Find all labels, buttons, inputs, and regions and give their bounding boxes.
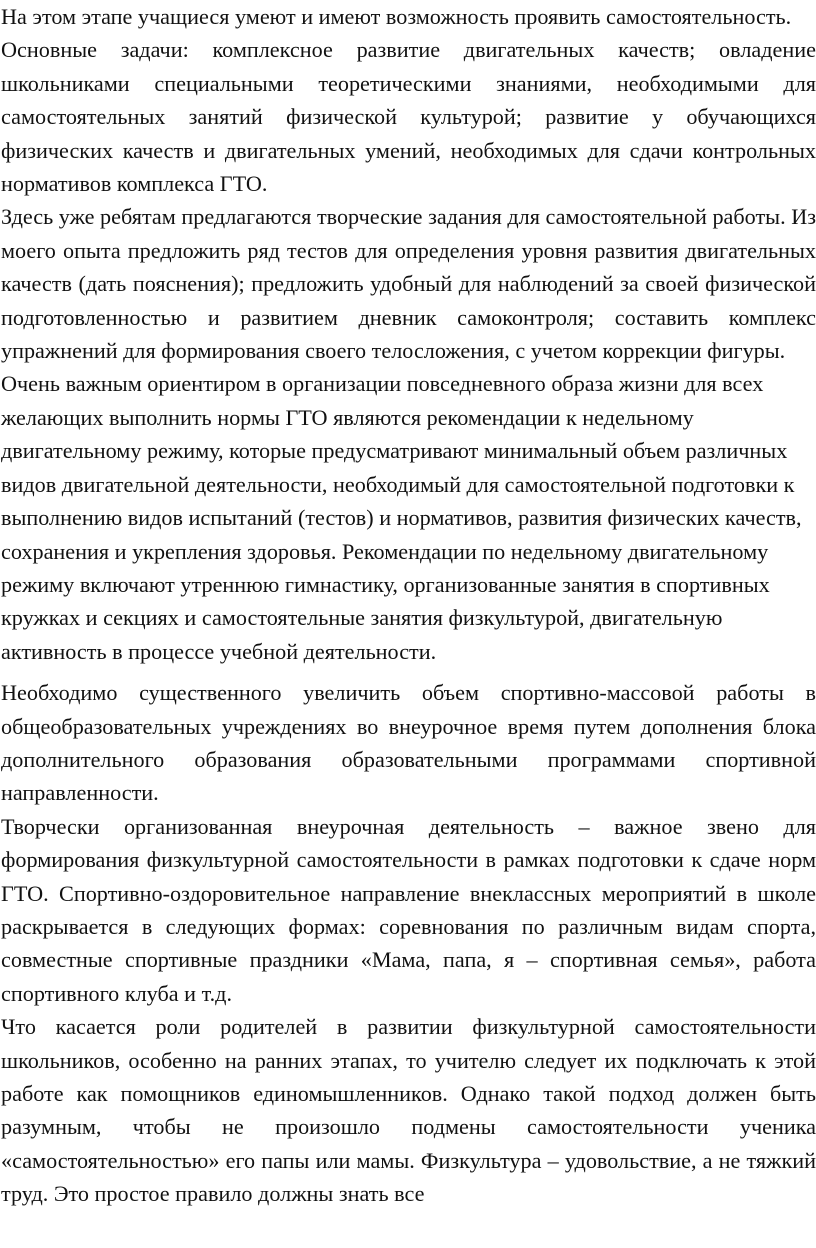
paragraph-sports-work: Необходимо существенного увеличить объем спортивно-массовой работы в общеобразовательных учреждениях во внеурочное время путем дополнения блока дополнительного образования образовательными программами спортивной направленности. bbox=[1, 680, 816, 806]
paragraph-creative-tasks: Здесь уже ребятам предлагаются творческие задания для самостоятельной работы. Из моего опыта предложить ряд тестов для определения уровня развития двигательных качеств (дать пояснения); предложить удобный для наблюдений за своей физической подготовленностью и развитием дневник самоконтроля; составить комплекс упражнений для формирования своего телосложения, с учетом коррекции фигуры. bbox=[1, 204, 816, 364]
paragraph-parents-role: Что касается роли родителей в развитии физкультурной самостоятельности школьников, особенно на ранних этапах, то учителю следует их подключать к этой работе как помощников единомышленников. Однако такой подход должен быть разумным, чтобы не произошло подмены самостоятельности ученика «самостоятельностью» его папы или мамы. Физкультура – удовольствие, а не тяжкий труд. Это простое правило должны знать все bbox=[1, 1014, 816, 1207]
paragraph-extracurricular: Творчески организованная внеурочная деятельность – важное звено для формирования физкультурной самостоятельности в рамках подготовки к сдаче норм ГТО. Спортивно-оздоровительное направление внеклассных мероприятий в школе раскрывается в следующих формах: соревнования по различным видам спорта, совместные спортивные праздники «Мама, папа, я – спортивная семья», работа спортивного клуба и т.д. bbox=[1, 813, 816, 1006]
paragraph-main-tasks: Основные задачи: комплексное развитие двигательных качеств; овладение школьниками специальными теоретическими знаниями, необходимыми для самостоятельных занятий физической культурой; развитие у обучающихся физических качеств и двигательных умений, необходимых для сдачи контрольных нормативов комплекса ГТО. bbox=[1, 37, 816, 197]
paragraph-weekly-regime: Очень важным ориентиром в организации повседневного образа жизни для всех желающих выполнить нормы ГТО являются рекомендации к недельному двигательному режиму, которые предусматривают минимальный объем различных видов двигательной деятельности, необходимый для самостоятельной подготовки к выполнению видов испытаний (тестов) и нормативов, развития физических качеств, сохранения и укрепления здоровья. Рекомендации по недельному двигательному режиму включают утреннюю гимнастику, организованные занятия в спортивных кружках и секциях и самостоятельные занятия физкультурой, двигательную активность в процессе учебной деятельности. bbox=[1, 371, 802, 664]
paragraph-stage-intro: На этом этапе учащиеся умеют и имеют возможность проявить самостоятельность. bbox=[1, 4, 792, 29]
